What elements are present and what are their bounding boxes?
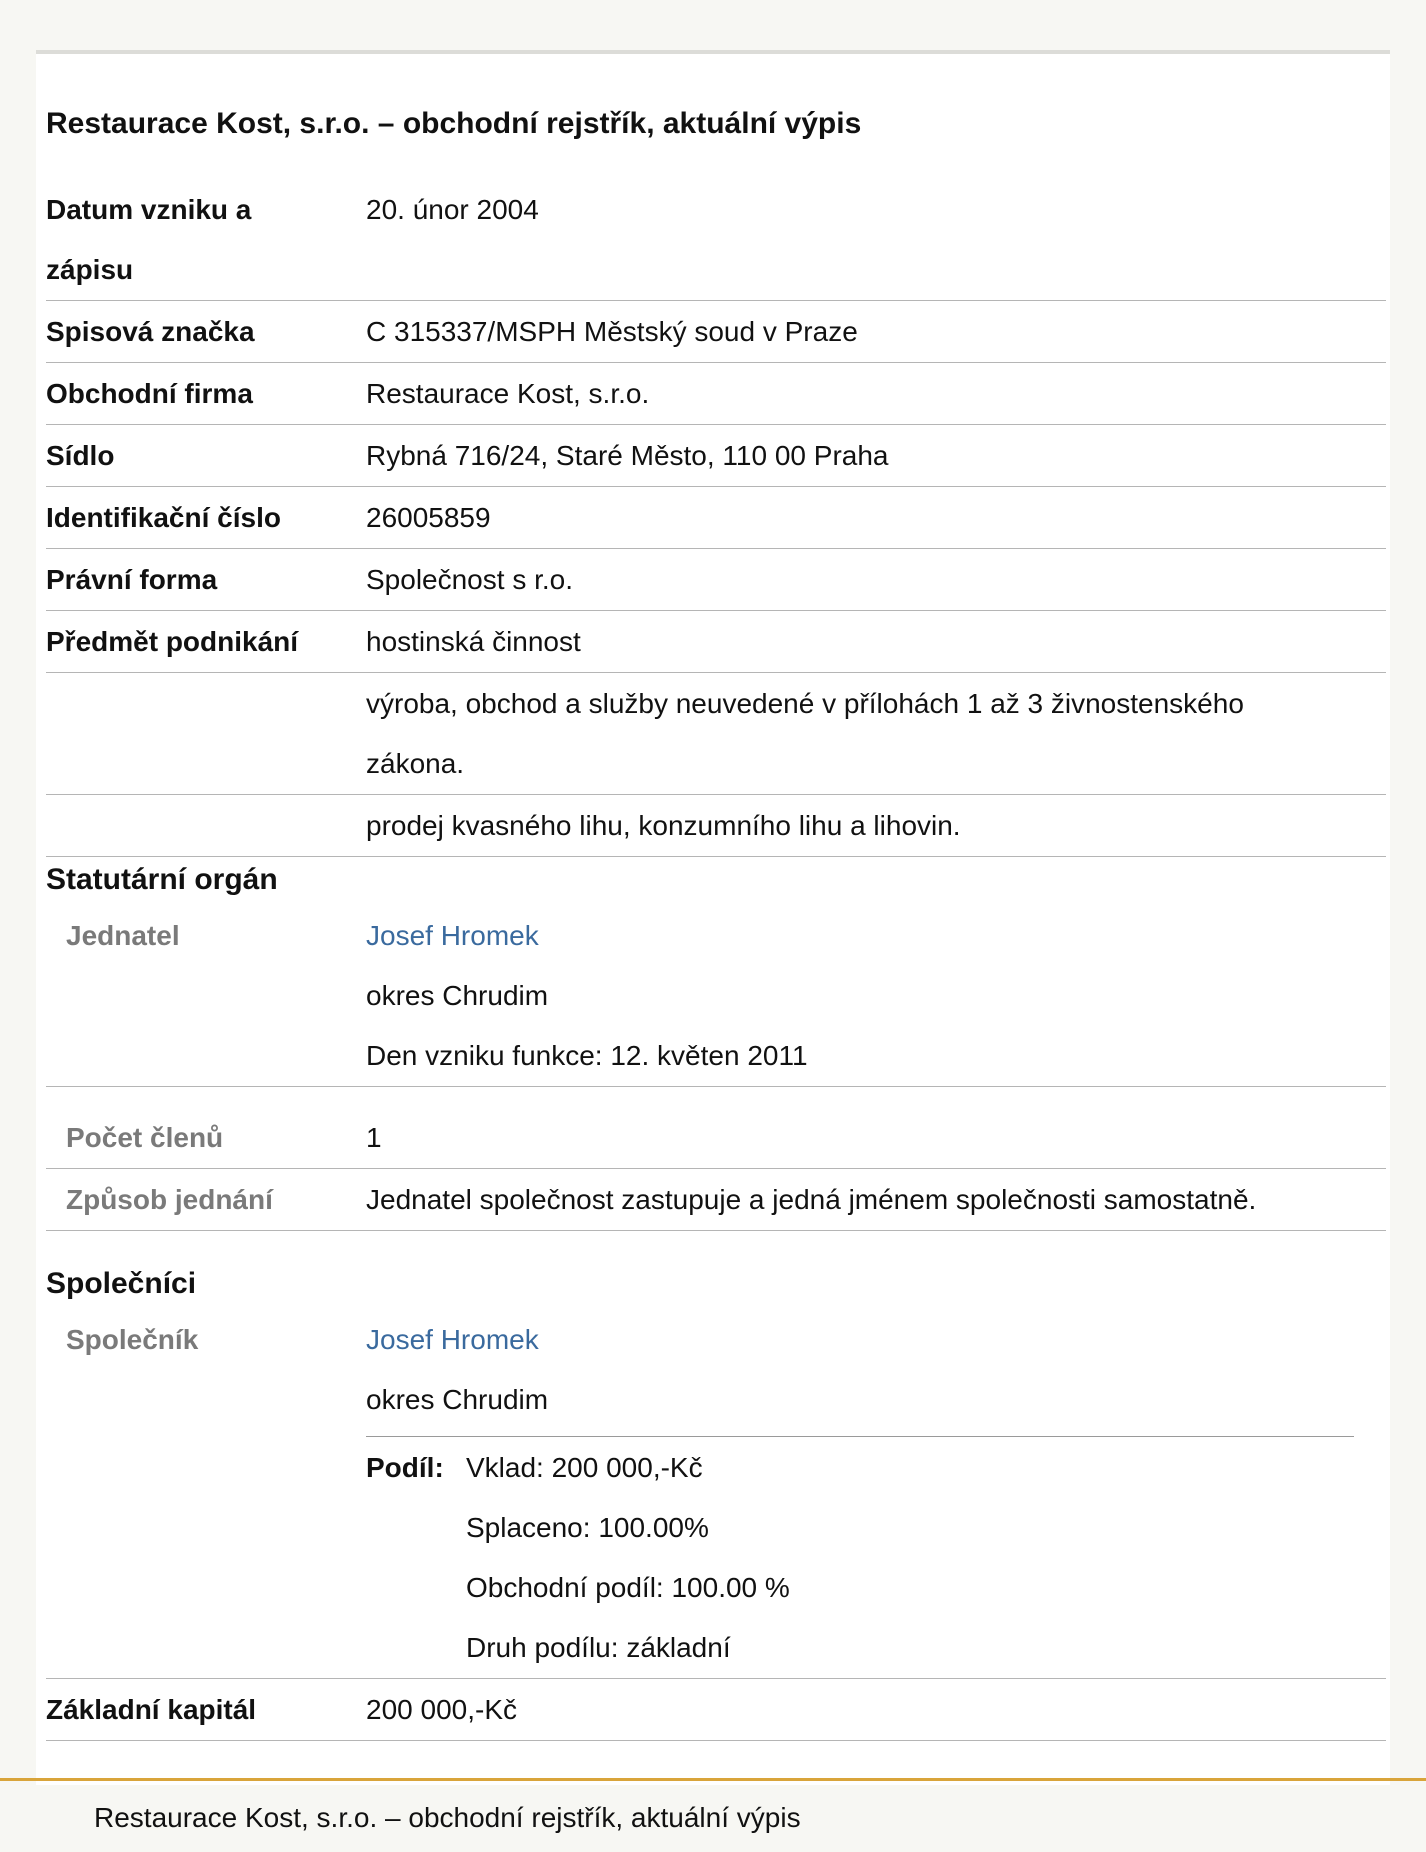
row-spisova-znacka <box>46 302 1386 363</box>
row-zakladni-kapital <box>46 1680 1386 1741</box>
podil-vklad: Vklad: 200 000,-Kč <box>466 1452 703 1483</box>
row-jednatel <box>46 906 1386 1087</box>
label-obchodni-firma: Obchodní firma <box>46 378 253 409</box>
value-predmet-item: výroba, obchod a služby neuvedené v přílohách 1 až 3 živnostenského zákona. <box>366 688 1244 779</box>
row-pocet-clenu <box>46 1108 1386 1169</box>
label-datum-vzniku: Datum vzniku a zápisu <box>46 194 252 285</box>
row-pravni-forma <box>46 550 1386 611</box>
value-pocet-clenu: 1 <box>366 1122 382 1153</box>
jednatel-district: okres Chrudim <box>366 980 549 1011</box>
person-link-spolecnik[interactable]: Josef Hromek <box>366 1324 539 1355</box>
label-zpusob-jednani: Způsob jednání <box>66 1184 273 1215</box>
section-spolecnici: Společníci <box>46 1267 197 1300</box>
value-identifikacni-cislo: 26005859 <box>366 502 491 533</box>
row-zpusob-jednani <box>46 1170 1386 1231</box>
value-sidlo: Rybná 716/24, Staré Město, 110 00 Praha <box>366 440 889 471</box>
label-identifikacni-cislo: Identifikační číslo <box>46 502 281 533</box>
page-title: Restaurace Kost, s.r.o. – obchodní rejstřík, aktuální výpis <box>46 107 862 140</box>
podil-druh: Druh podílu: základní <box>466 1632 731 1663</box>
label-zakladni-kapital: Základní kapitál <box>46 1694 257 1725</box>
footer-accent-bar <box>0 1778 1426 1781</box>
section-statutarni-organ: Statutární orgán <box>46 863 278 896</box>
person-link-jednatel[interactable]: Josef Hromek <box>366 920 539 951</box>
value-spolecnik <box>366 1310 1376 1430</box>
row-datum-vzniku <box>46 180 1386 301</box>
value-jednatel <box>366 906 1376 1086</box>
row-predmet-podnikani-2 <box>46 674 1386 795</box>
label-spisova-znacka: Spisová značka <box>46 316 255 347</box>
spolecnik-district: okres Chrudim <box>366 1384 549 1415</box>
podil-divider <box>366 1436 1354 1437</box>
podil-values <box>466 1438 1066 1678</box>
value-pravni-forma: Společnost s r.o. <box>366 564 574 595</box>
value-datum-vzniku: 20. únor 2004 <box>366 194 539 225</box>
podil-block <box>366 1438 1354 1678</box>
label-spolecnik: Společník <box>66 1324 199 1355</box>
label-pravni-forma: Právní forma <box>46 564 218 595</box>
value-spisova-znacka: C 315337/MSPH Městský soud v Praze <box>366 316 858 347</box>
row-sidlo <box>46 426 1386 487</box>
row-obchodni-firma <box>46 364 1386 425</box>
value-obchodni-firma: Restaurace Kost, s.r.o. <box>366 378 650 409</box>
label-predmet-podnikani: Předmět podnikání <box>46 626 299 657</box>
value-predmet-item: prodej kvasného lihu, konzumního lihu a lihovin. <box>366 810 961 841</box>
row-spolecnik <box>46 1310 1386 1430</box>
row-predmet-podnikani-3 <box>46 796 1386 857</box>
register-card <box>36 50 1390 1785</box>
footer-title: Restaurace Kost, s.r.o. – obchodní rejstřík, aktuální výpis <box>94 1802 801 1833</box>
podil-obchodni: Obchodní podíl: 100.00 % <box>466 1572 790 1603</box>
label-pocet-clenu: Počet členů <box>66 1122 224 1153</box>
label-podil: Podíl: <box>366 1452 444 1483</box>
podil-splaceno: Splaceno: 100.00% <box>466 1512 709 1543</box>
value-zpusob-jednani: Jednatel společnost zastupuje a jedná jménem společnosti samostatně. <box>366 1184 1257 1215</box>
jednatel-since: Den vzniku funkce: 12. květen 2011 <box>366 1040 808 1071</box>
row-identifikacni-cislo <box>46 488 1386 549</box>
value-predmet-item: hostinská činnost <box>366 626 581 657</box>
label-jednatel: Jednatel <box>66 920 180 951</box>
divider-podil-end <box>46 1678 1386 1679</box>
label-sidlo: Sídlo <box>46 440 115 471</box>
value-zakladni-kapital: 200 000,-Kč <box>366 1694 517 1725</box>
row-predmet-podnikani <box>46 612 1386 673</box>
